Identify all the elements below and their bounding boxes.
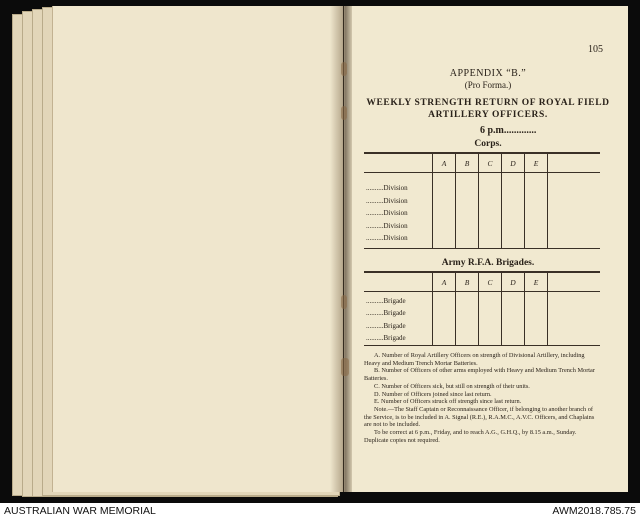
table-rule	[364, 152, 600, 154]
column-header-c: C	[487, 159, 493, 168]
table-column-line	[432, 152, 433, 248]
table-column-line	[501, 271, 502, 345]
column-header-e: E	[533, 159, 539, 168]
form-notes	[364, 352, 600, 444]
column-header-c: C	[487, 278, 493, 287]
table-column-line	[524, 152, 525, 248]
column-header-d: D	[510, 159, 516, 168]
column-header-e: E	[533, 278, 539, 287]
table-rule	[364, 291, 600, 292]
brigade-row-label: ..........Brigade	[366, 334, 406, 342]
table-column-line	[524, 271, 525, 345]
form-heading-line-2: ARTILLERY OFFICERS.	[428, 110, 548, 120]
table-column-line	[478, 271, 479, 345]
book-gutter	[330, 6, 352, 492]
brigade-row-label: ..........Brigade	[366, 309, 406, 317]
column-header-d: D	[510, 278, 516, 287]
table-rule	[364, 271, 600, 273]
division-row-label: ..........Division	[366, 222, 408, 230]
note-deadline: To be correct at 6 p.m., Friday, and to reach A.G., G.H.Q., by 8.15 a.m., Sunday. Duplicate copies not required.	[364, 429, 577, 444]
table-column-line	[478, 152, 479, 248]
brigade-row-label: ..........Brigade	[366, 297, 406, 305]
column-header-b: B	[464, 159, 470, 168]
table-column-line	[455, 152, 456, 248]
binding-thread-mark	[341, 62, 347, 76]
division-row-label: ..........Division	[366, 209, 408, 217]
page-number: 105	[588, 44, 603, 55]
appendix-title: APPENDIX “B.”	[449, 68, 527, 79]
binding-thread-mark	[341, 358, 349, 376]
note-d: D. Number of Officers joined since last return.	[374, 390, 492, 398]
table-column-line	[501, 152, 502, 248]
note-b: B. Number of Officers of other arms employed with Heavy and Medium Trench Mortar Batteries.	[364, 367, 595, 383]
note-staff-captain: Note.—The Staff Captain or Reconnaissance Officer, if belonging to another branch of the Service, is to be included in A. Signal (R.E.), R.A.M.C., A.V.C. Officers, and Chaplains are not to be included.	[364, 405, 595, 429]
division-row-label: ..........Division	[366, 197, 408, 205]
division-row-label: ..........Division	[366, 184, 408, 192]
left-page-blank	[52, 6, 343, 492]
form-heading-line-1: WEEKLY STRENGTH RETURN OF ROYAL FIELD	[366, 98, 610, 108]
brigades-table-title: Army R.F.A. Brigades.	[441, 258, 535, 268]
table-column-line	[547, 271, 548, 345]
accession-number: AWM2018.785.75	[552, 505, 636, 517]
note-a: A. Number of Royal Artillery Officers on strength of Divisional Artillery, including Heavy and Medium Trench Mortar Batteries.	[364, 352, 585, 367]
table-rule	[364, 248, 600, 249]
appendix-subtitle: (Pro Forma.)	[464, 80, 512, 90]
binding-thread-mark	[341, 106, 347, 120]
division-row-label: ..........Division	[366, 234, 408, 242]
binding-thread-mark	[341, 295, 347, 309]
column-header-a: A	[441, 278, 447, 287]
corps-table-title: Corps.	[474, 139, 502, 149]
note-c: C. Number of Officers sick, but still on strength of their units.	[374, 382, 530, 390]
time-line: 6 p.m.............	[480, 125, 537, 136]
table-rule	[364, 172, 600, 173]
institution-credit: AUSTRALIAN WAR MEMORIAL	[4, 505, 156, 517]
table-column-line	[547, 152, 548, 248]
column-header-b: B	[464, 278, 470, 287]
caption-bar	[0, 503, 640, 518]
column-header-a: A	[441, 159, 447, 168]
brigade-row-label: ..........Brigade	[366, 322, 406, 330]
table-rule	[364, 345, 600, 346]
note-e: E. Number of Officers struck off strength since last return.	[374, 398, 522, 406]
table-column-line	[455, 271, 456, 345]
form-heading	[360, 97, 616, 121]
table-column-line	[432, 271, 433, 345]
